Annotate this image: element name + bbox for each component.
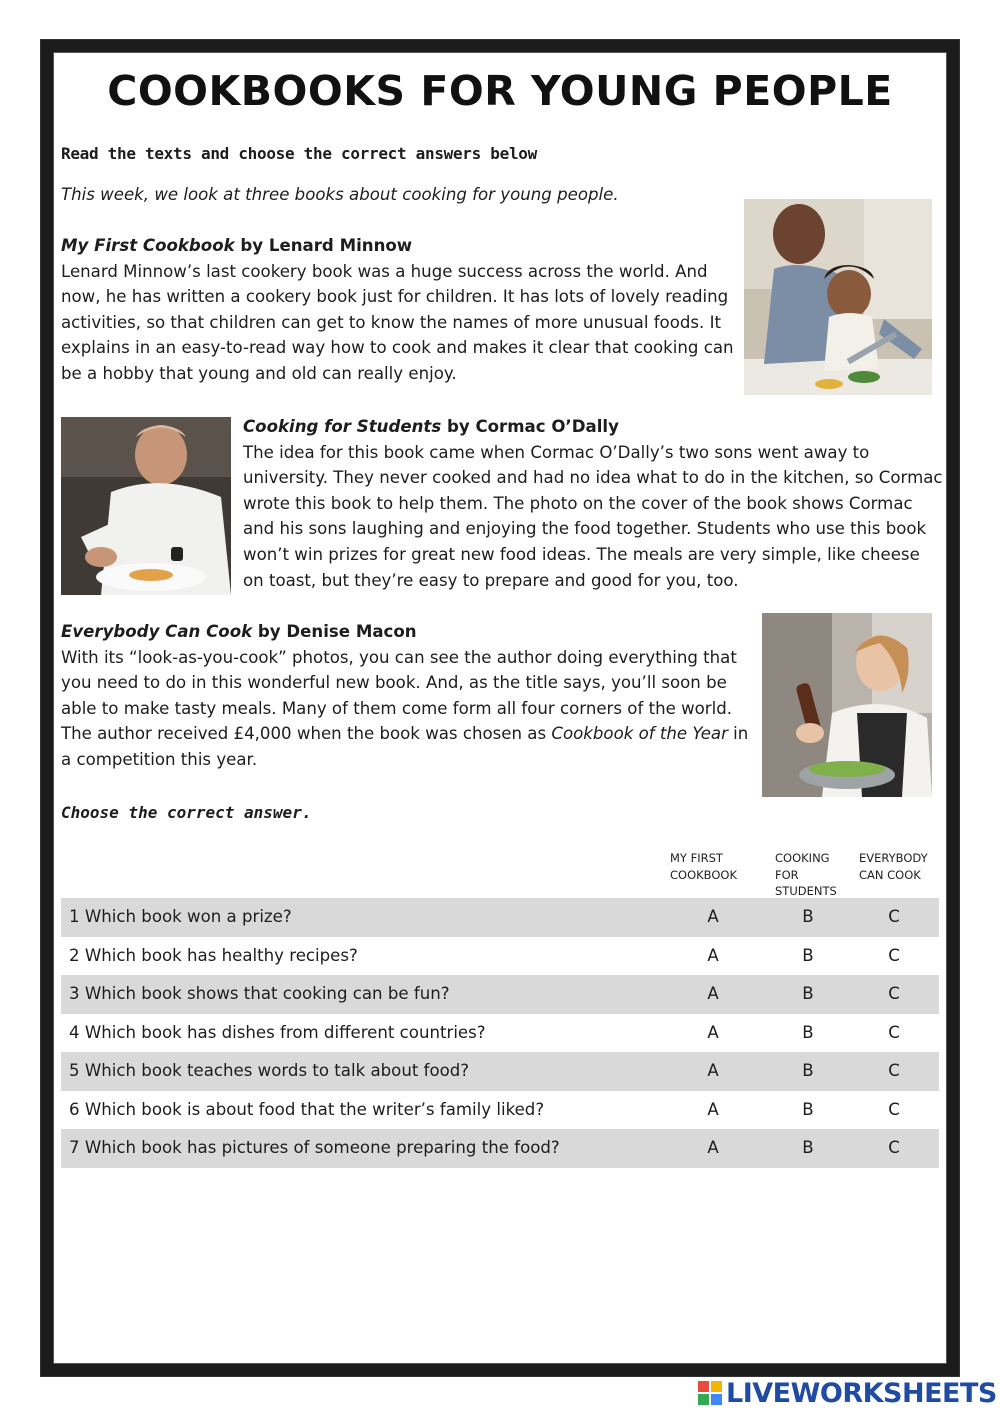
question-4-text: 4 Which book has dishes from different countries? bbox=[69, 1022, 486, 1042]
q2-option-c[interactable]: C bbox=[888, 945, 900, 965]
question-row-7 bbox=[61, 1129, 939, 1168]
q1-option-b[interactable]: B bbox=[802, 907, 814, 926]
instructions: Read the texts and choose the correct answers below bbox=[61, 144, 537, 163]
book-2-text: The idea for this book came when Cormac O’Dally’s two sons went away to university. They never cooked and had no idea what to do in the kitchen, so Cormac wrote this book to help them. The photo on the cover of the book shows Cormac and his sons laughing and enjoying the food together. Students who use this book won’t win prizes for great new food ideas. The meals are very simple, like cheese on toast, but they’re easy to prepare and good for you, too. bbox=[243, 442, 943, 590]
book-2-section bbox=[243, 414, 943, 593]
q3-option-a[interactable]: A bbox=[707, 984, 719, 1003]
book-3-text: With its “look-as-you-cook” photos, you can see the author doing everything that you need to do in this wonderful new book. And, as the title says, you’ll soon be able to make tasty meals. Many of them come form all four corners of the world. The author received £4,000 when the book was chosen as bbox=[61, 647, 737, 744]
book-2-title: Cooking for Students bbox=[243, 417, 442, 436]
q6-option-a[interactable]: A bbox=[707, 1099, 719, 1119]
q5-option-b[interactable]: B bbox=[802, 1061, 814, 1080]
question-6-text: 6 Which book is about food that the writer’s family liked? bbox=[69, 1099, 545, 1119]
question-1-text: 1 Which book won a prize? bbox=[69, 907, 292, 926]
book-1-text: Lenard Minnow’s last cookery book was a huge success across the world. And now, he has written a cookery book just for children. It has lots of lovely reading activities, so that children can get to know the names of more unusual foods. It explains in an easy-to-read way how to cook and makes it clear that cooking can be a hobby that young and old can really enjoy. bbox=[61, 261, 734, 383]
question-row-1 bbox=[61, 898, 939, 937]
question-row-4 bbox=[61, 1014, 939, 1053]
q4-option-b[interactable]: B bbox=[802, 1022, 814, 1042]
q6-option-b[interactable]: B bbox=[802, 1099, 814, 1119]
question-5-text: 5 Which book teaches words to talk about food? bbox=[69, 1061, 470, 1080]
q1-option-c[interactable]: C bbox=[888, 907, 900, 926]
q4-option-c[interactable]: C bbox=[888, 1022, 900, 1042]
question-table bbox=[61, 898, 939, 1168]
question-row-2 bbox=[61, 937, 939, 976]
question-3-text: 3 Which book shows that cooking can be fun? bbox=[69, 984, 450, 1003]
q1-option-a[interactable]: A bbox=[707, 907, 719, 926]
liveworksheets-logo-icon bbox=[698, 1381, 722, 1405]
choose-answer-label: Choose the correct answer. bbox=[61, 803, 312, 822]
question-row-5 bbox=[61, 1052, 939, 1091]
q5-option-c[interactable]: C bbox=[888, 1061, 900, 1080]
book-3-heading bbox=[61, 622, 417, 641]
book-2-author: by Cormac O’Dally bbox=[441, 417, 619, 436]
q7-option-b[interactable]: B bbox=[802, 1138, 814, 1157]
q5-option-a[interactable]: A bbox=[707, 1061, 719, 1080]
book-1-author: by Lenard Minnow bbox=[234, 236, 413, 255]
book-1-title: My First Cookbook bbox=[61, 236, 235, 255]
book-1-heading bbox=[61, 236, 412, 255]
q2-option-b[interactable]: B bbox=[802, 945, 814, 965]
column-header-cooking-for-students: COOKING FOR STUDENTS bbox=[775, 851, 837, 898]
question-row-3 bbox=[61, 975, 939, 1014]
book-3-author: by Denise Macon bbox=[252, 622, 417, 641]
book-2-heading bbox=[243, 417, 619, 436]
q7-option-a[interactable]: A bbox=[707, 1138, 719, 1157]
q6-option-c[interactable]: C bbox=[888, 1099, 900, 1119]
intro-text: This week, we look at three books about cooking for young people. bbox=[61, 185, 619, 204]
question-row-6 bbox=[61, 1091, 939, 1130]
q2-option-a[interactable]: A bbox=[707, 945, 719, 965]
liveworksheets-brand-text: LIVEWORKSHEETS bbox=[726, 1377, 997, 1409]
q3-option-c[interactable]: C bbox=[888, 984, 900, 1003]
book-3-title: Everybody Can Cook bbox=[61, 622, 253, 641]
chef-plating-food-photo bbox=[61, 417, 231, 595]
book-3-section bbox=[61, 619, 761, 773]
question-2-text: 2 Which book has healthy recipes? bbox=[69, 945, 358, 965]
column-header-everybody-can-cook: EVERYBODY CAN COOK bbox=[859, 851, 928, 882]
liveworksheets-logo bbox=[698, 1377, 997, 1409]
column-header-my-first-cookbook: MY FIRST COOKBOOK bbox=[670, 851, 738, 882]
page-title: COOKBOOKS FOR YOUNG PEOPLE bbox=[107, 67, 893, 115]
q3-option-b[interactable]: B bbox=[802, 984, 814, 1003]
book-1-section bbox=[61, 233, 741, 387]
q7-option-c[interactable]: C bbox=[888, 1138, 900, 1157]
q4-option-a[interactable]: A bbox=[707, 1022, 719, 1042]
woman-seasoning-food-photo bbox=[762, 613, 932, 797]
book-3-text-end: in a competition this year. bbox=[61, 724, 749, 769]
question-7-text: 7 Which book has pictures of someone preparing the food? bbox=[69, 1138, 560, 1157]
book-3-award-title: Cookbook of the Year bbox=[551, 724, 728, 744]
father-daughter-cooking-photo bbox=[744, 199, 932, 395]
